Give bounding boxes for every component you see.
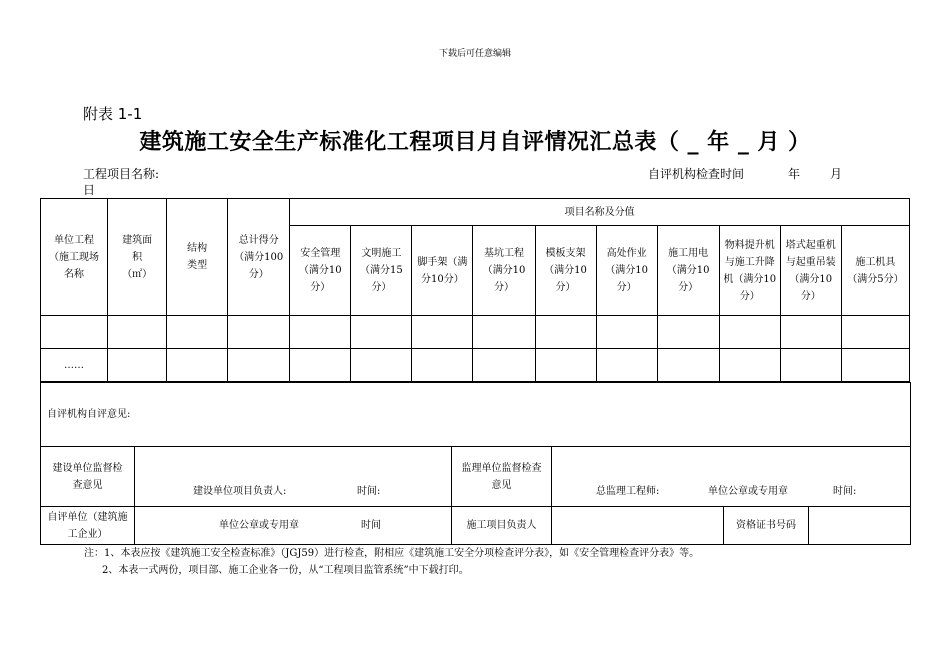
cell[interactable] [535,316,596,349]
note-line: 注：1、本表应按《建筑施工安全检查标准》（JGJ59）进行检查，附相应《建筑施工安全分项检查评分表》，如《安全管理检查评分表》等。 [84,548,700,559]
cell[interactable] [108,316,167,349]
owner-opinion-cell[interactable] [135,447,452,507]
page-title: 建筑施工安全生产标准化工程项目月自评情况汇总表（ _ 年 _ 月 ） [139,129,811,155]
cell[interactable] [841,316,909,349]
month-label: 月 [830,167,843,181]
cell[interactable] [290,349,351,382]
header-item: 基坑工程（满分10分） [473,226,535,316]
header-group: 项目名称及分值 [290,199,910,226]
header-item: 脚手架（满分10分） [412,226,473,316]
self-eval-opinion-cell[interactable] [41,383,911,447]
opinion-table [40,382,911,507]
cell[interactable] [473,349,535,382]
score-table [40,198,910,382]
cell[interactable] [167,349,228,382]
header-item: 塔式起重机与起重吊装（满分10分） [780,226,841,316]
cell[interactable] [535,349,596,382]
notes [84,545,699,579]
cert-no-label: 资格证书号码 [724,507,809,545]
year-label: 年 [788,167,801,181]
self-eval-opinion-label: 自评机构自评意见: [47,409,131,420]
cell[interactable] [290,316,351,349]
header-area: 建筑面积（㎡） [108,199,167,316]
header-note: 下载后可任意编辑 [438,49,511,59]
owner-signer-label: 建设单位项目负责人: [193,486,287,497]
project-name-wrap: 日 [83,183,96,197]
self-eval-org-label: 自评单位（建筑施工企业） [41,507,135,545]
header-item: 施工机具（满分5分） [841,226,909,316]
self-eval-org-cell[interactable] [135,507,452,545]
supervisor-opinion-cell[interactable] [552,447,911,507]
cell[interactable] [412,349,473,382]
header-total: 总计得分（满分100分） [228,199,290,316]
cell[interactable] [412,316,473,349]
project-manager-cell[interactable] [552,507,724,545]
project-name-label: 工程项目名称: [83,167,160,181]
header-unit: 单位工程（施工现场名称 [41,199,108,316]
cell[interactable] [351,349,412,382]
cell[interactable] [657,316,719,349]
header-item: 安全管理（满分10分） [290,226,351,316]
bottom-seal-label: 单位公章或专用章 [219,520,299,531]
cell[interactable] [719,349,780,382]
seal-label: 单位公章或专用章 [708,486,788,497]
cell[interactable] [780,349,841,382]
cell[interactable] [108,349,167,382]
cell[interactable] [719,316,780,349]
cell[interactable] [841,349,909,382]
supervisor-time-label: 时间: [833,486,857,497]
cell[interactable] [596,316,657,349]
cell[interactable] [41,316,108,349]
cell[interactable] [596,349,657,382]
header-item: 物料提升机与施工升降机（满分10分） [719,226,780,316]
cell[interactable] [228,349,290,382]
ellipsis-cell[interactable]: …… [41,349,108,382]
attachment-label: 附表 1-1 [83,105,143,123]
note-line: 2、本表一式两份，项目部、施工企业各一份，从“工程项目监管系统”中下载打印。 [102,565,469,576]
cert-no-cell[interactable] [809,507,911,545]
cell[interactable] [473,316,535,349]
signature-table [40,506,911,545]
project-manager-label: 施工项目负责人 [452,507,552,545]
owner-time-label: 时间: [357,486,381,497]
table-row [41,316,910,349]
chief-engineer-label: 总监理工程师: [596,486,660,497]
header-item: 文明施工（满分15分） [351,226,412,316]
cell[interactable] [228,316,290,349]
header-item: 模板支架（满分10分） [535,226,596,316]
cell[interactable] [657,349,719,382]
header-structure: 结构类型 [167,199,228,316]
table-row [41,349,910,382]
owner-supervision-label: 建设单位监督检查意见 [41,447,135,507]
inspection-time-label: 自评机构检查时间 [648,167,745,181]
header-item: 施工用电（满分10分） [657,226,719,316]
cell[interactable] [780,316,841,349]
cell[interactable] [351,316,412,349]
header-item: 高处作业（满分10分） [596,226,657,316]
bottom-time-label: 时间 [361,520,381,531]
cell[interactable] [167,316,228,349]
supervisor-opinion-label: 监理单位监督检查意见 [452,447,552,507]
